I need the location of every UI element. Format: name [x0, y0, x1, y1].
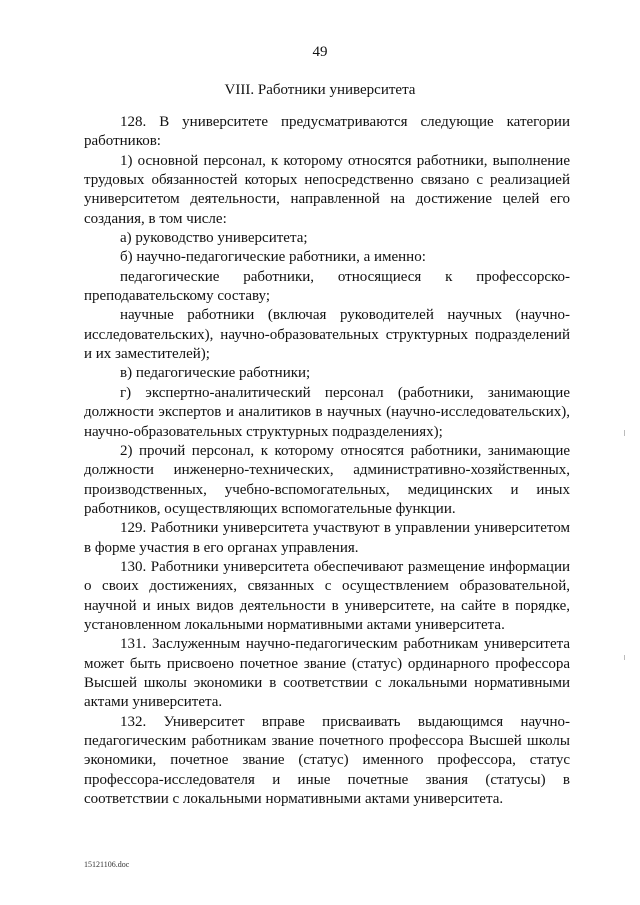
paragraph-128-item-2: 2) прочий персонал, к которому относятся работники, занимающие должности инженерно-технических, административно-хозяйственных, производственных, учебно-вспомогательных, медицинских и иных работников, осуществляющих вспомогательные функции.: [84, 442, 570, 517]
footer-file-name: 15121106.doc: [84, 860, 130, 869]
paragraph-128-item-1: 1) основной персонал, к которому относятся работники, выполнение трудовых обязанностей которых непосредственно связано с реализацией университетом деятельности, направленной на достижение целей его создания, в том числе:: [84, 152, 570, 227]
paragraph-128-item-1a: а) руководство университета;: [120, 230, 308, 247]
paragraph-132: 132. Университет вправе присваивать выдающимся научно-педагогическим работникам звание почетного профессора Высшей школы экономики, почетное звание (статус) именного профессора, статус профессора-исследователя и иные почетные звания (статусы) в соответствии с локальными нормативными актами университета.: [84, 713, 570, 808]
paragraph-128: 128. В университете предусматриваются следующие категории работников:: [84, 114, 570, 150]
page-number: 49: [312, 44, 328, 60]
paragraph-128-item-1c: в) педагогические работники;: [120, 365, 311, 382]
paragraph-128-item-1d: г) экспертно-аналитический персонал (работники, занимающие должности экспертов и аналитиков в научных (научно-исследовательских), научно-образовательных структурных подразделениях);: [84, 384, 570, 440]
paragraph-129: 129. Работники университета участвуют в управлении университетом в форме участия в его органах управления.: [84, 520, 570, 556]
paragraph-128-item-1b: б) научно-педагогические работники, а именно:: [120, 249, 426, 266]
scan-mark: [624, 430, 625, 436]
document-body: [84, 113, 570, 809]
paragraph-131: 131. Заслуженным научно-педагогическим работникам университета может быть присвоено почетное звание (статус) ординарного профессора Высшей школы экономики в соответствии с локальными нормативными актами университета.: [84, 636, 570, 711]
paragraph-128-item-1b-research: научные работники (включая руководителей научных (научно-исследовательских), научно-образовательных структурных подразделений и их заместителей);: [84, 307, 570, 363]
paragraph-128-item-1b-teaching: педагогические работники, относящиеся к профессорско-преподавательскому составу;: [84, 268, 570, 305]
scan-mark: [624, 655, 625, 660]
paragraph-130: 130. Работники университета обеспечивают размещение информации о своих достижениях, связанных с осуществлением образовательной, научной и иных видов деятельности в университете, на сайте в порядке, установленном локальными нормативными актами университета.: [84, 558, 570, 633]
section-title: VIII. Работники университета: [224, 82, 416, 98]
